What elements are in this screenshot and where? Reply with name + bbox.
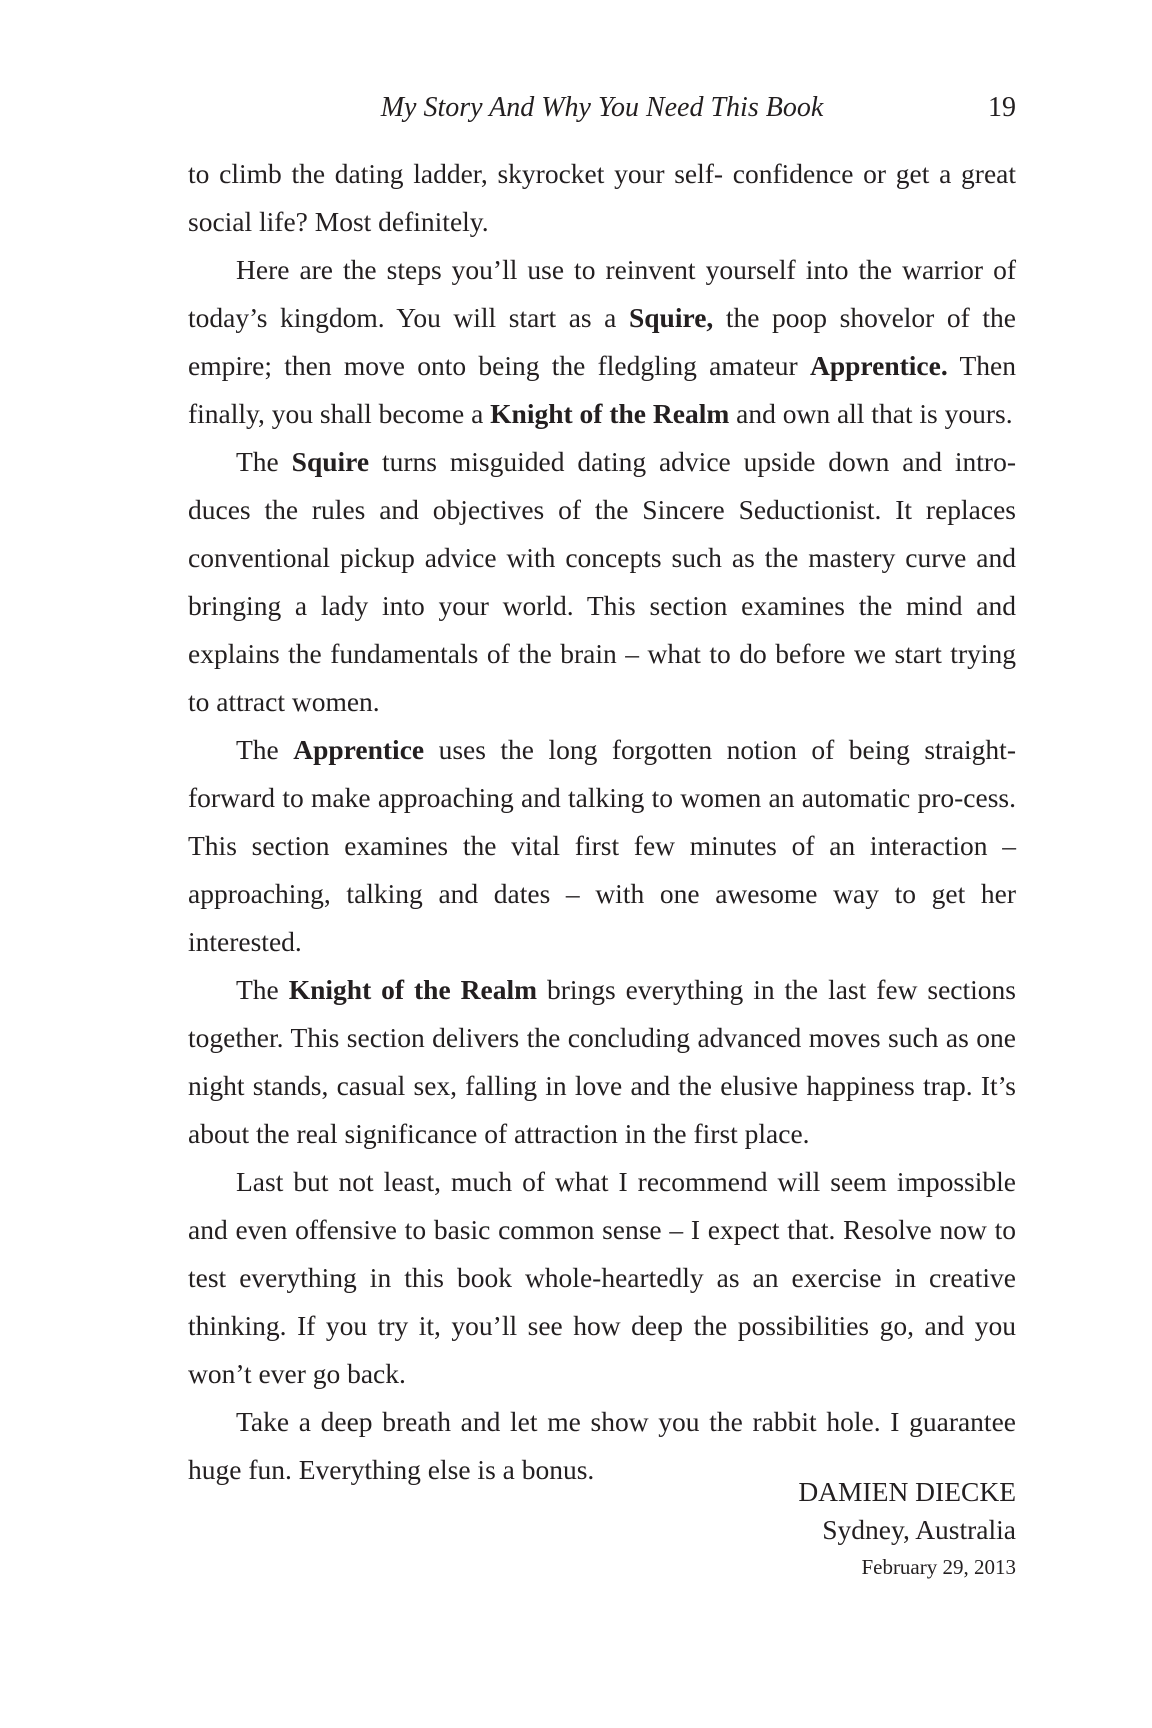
body-text [188,150,1016,1494]
text-span: The [236,974,289,1005]
text-span: brings everything in the last few sections together. This section delivers the concluding advanced moves such as one night stands, casual sex, falling in love and the elusive happiness trap. It’s about the real significance of attraction in the first place. [188,974,1016,1149]
term-apprentice: Apprentice [293,734,425,765]
text-span: The [236,734,294,765]
running-header [188,86,1016,130]
term-knight: Knight of the Realm [288,974,537,1005]
paragraph-squire [188,438,1016,726]
signature-name: DAMIEN DIECKE [798,1476,1016,1507]
text-span: turns misguided dating advice upside down and intro-duces the rules and objectives of the Sincere Seductionist. It replaces conventional pickup advice with concepts such as the mastery curve and bringing a lady into your world. This section examines the mind and explains the fundamentals of the brain – what to do before we start trying to attract women. [188,446,1016,717]
paragraph-closing: Take a deep breath and let me show you the rabbit hole. I guarantee huge fun. Everything else is a bonus. [188,1406,1016,1485]
text-span: Then finally, you shall become a [188,350,1016,429]
running-title: My Story And Why You Need This Book [380,92,824,123]
page-number: 19 [988,92,1016,123]
term-squire: Squire [291,446,370,477]
text-span: and own all that is yours. [729,398,1013,429]
term-squire: Squire, [628,302,714,333]
paragraph-knight [188,966,1016,1158]
text-span: The [236,446,292,477]
paragraph-steps [188,246,1016,438]
paragraph-last: Last but not least, much of what I recommend will seem impossible and even offensive to basic common sense – I expect that. Resolve now to test everything in this book whole-heartedly as an exercise in creative thinking. If you try it, you’ll see how deep the possibilities go, and you won’t ever go back. [188,1166,1016,1389]
signature-place: Sydney, Australia [822,1514,1016,1545]
term-knight: Knight of the Realm [490,398,730,429]
text-span: the poop shovelor of the empire; then move onto being the fledgling amateur [188,302,1016,381]
paragraph-continued: to climb the dating ladder, skyrocket your self- confidence or get a great social life? Most definitely. [188,158,1016,237]
text-span: uses the long forgotten notion of being straight-forward to make approaching and talking to women an automatic pro-cess. This section examines the vital first few minutes of an interaction – approaching, talking and dates – with one awesome way to get her interested. [188,734,1016,957]
paragraph-apprentice [188,726,1016,966]
signature-date: February 29, 2013 [861,1555,1016,1579]
term-apprentice: Apprentice. [809,350,948,381]
text-span: Here are the steps you’ll use to reinvent yourself into the warrior of today’s kingdom. You will start as a [188,254,1016,333]
